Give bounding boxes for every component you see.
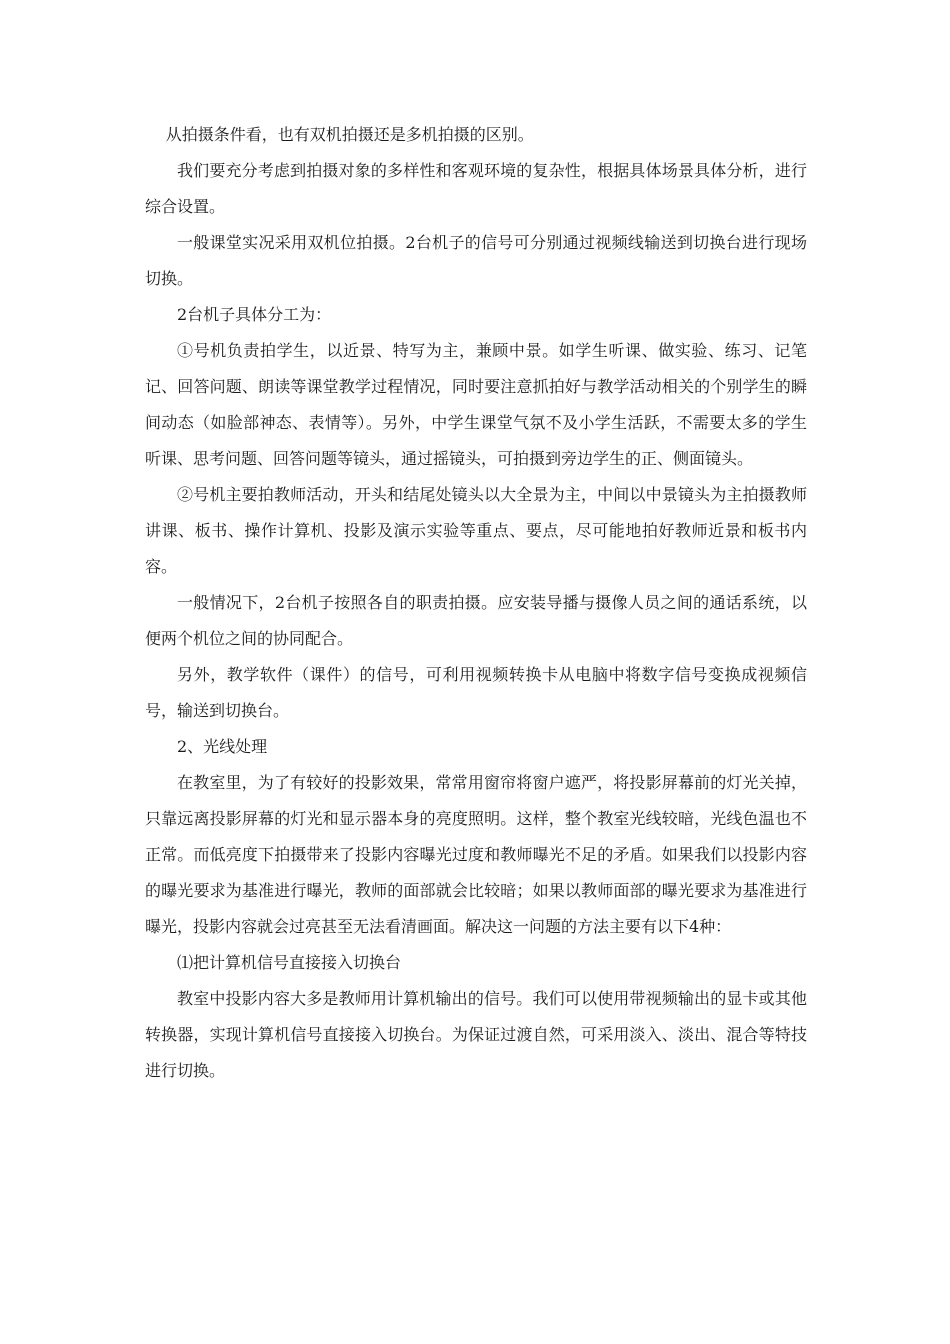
paragraph-dual-camera: 一般课堂实况采用双机位拍摄。2台机子的信号可分别通过视频线输送到切换台进行现场切换。 xyxy=(145,233,807,288)
paragraph-lighting: 在教室里，为了有较好的投影效果，常常用窗帘将窗户遮严，将投影屏幕前的灯光关掉，只靠远离投影屏幕的灯光和显示器本身的亮度照明。这样，整个教室光线较暗，光线色温也不正常。而低亮度下拍摄带来了投影内容曝光过度和教师曝光不足的矛盾。如果我们以投影内容的曝光要求为基准进行曝光，教师的面部就会比较暗；如果以教师面部的曝光要求为基准进行曝光，投影内容就会过亮甚至无法看清画面。解决这一问题的方法主要有以下4种： xyxy=(145,773,807,936)
paragraph-software-signal: 另外，教学软件（课件）的信号，可利用视频转换卡从电脑中将数字信号变换成视频信号，输送到切换台。 xyxy=(145,665,807,720)
paragraph-computer-signal: 教室中投影内容大多是教师用计算机输出的信号。我们可以使用带视频输出的显卡或其他转换器，实现计算机信号直接接入切换台。为保证过渡自然，可采用淡入、淡出、混合等特技进行切换。 xyxy=(145,989,807,1080)
paragraph-general-case: 一般情况下，2台机子按照各自的职责拍摄。应安装导播与摄像人员之间的通话系统，以便两个机位之间的协同配合。 xyxy=(145,593,807,648)
paragraph-camera-two: ②号机主要拍教师活动，开头和结尾处镜头以大全景为主，中间以中景镜头为主拍摄教师讲课、板书、操作计算机、投影及演示实验等重点、要点，尽可能地拍好教师近景和板书内容。 xyxy=(145,485,807,576)
paragraph-shooting-conditions: 从拍摄条件看，也有双机拍摄还是多机拍摄的区别。 xyxy=(165,125,534,144)
paragraph-diversity: 我们要充分考虑到拍摄对象的多样性和客观环境的复杂性，根据具体场景具体分析，进行综合设置。 xyxy=(145,161,807,216)
paragraph-division-intro: 2台机子具体分工为： xyxy=(177,305,332,324)
section-heading-lighting: 2、光线处理 xyxy=(177,737,268,756)
subheading-computer-signal: ⑴把计算机信号直接接入切换台 xyxy=(177,953,402,972)
paragraph-camera-one: ①号机负责拍学生，以近景、特写为主，兼顾中景。如学生听课、做实验、练习、记笔记、回答问题、朗读等课堂教学过程情况，同时要注意抓拍好与教学活动相关的个别学生的瞬间动态（如脸部神态、表情等）。另外，中学生课堂气氛不及小学生活跃，不需要太多的学生听课、思考问题、回答问题等镜头，通过摇镜头，可拍摄到旁边学生的正、侧面镜头。 xyxy=(145,341,807,468)
document-body xyxy=(145,117,807,1089)
